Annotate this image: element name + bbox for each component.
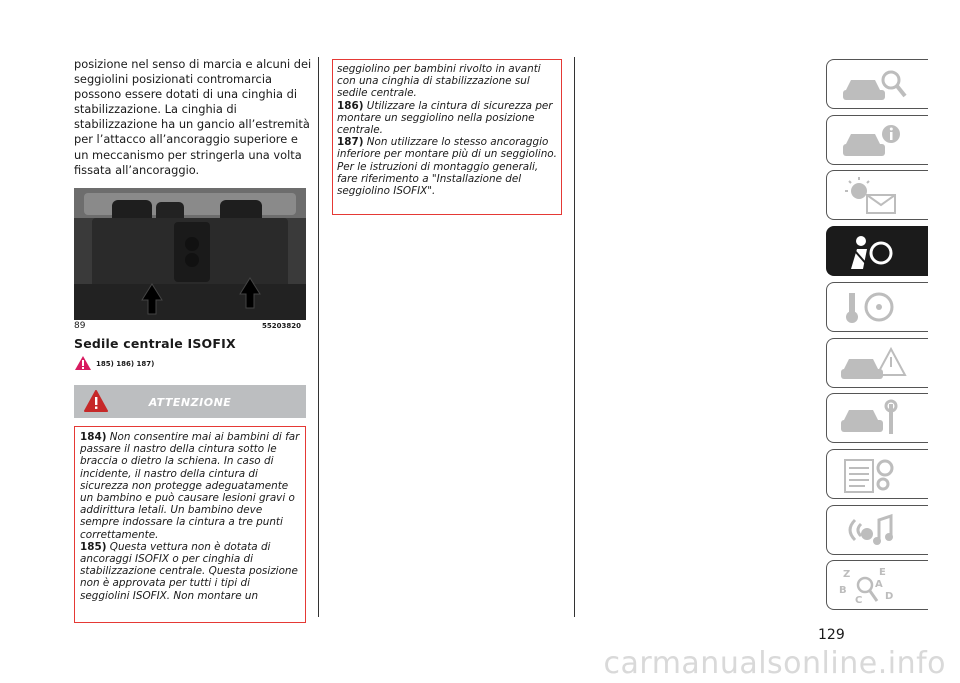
- watermark: carmanualsonline.info: [603, 646, 946, 681]
- attention-label: ATTENZIONE: [148, 396, 232, 409]
- tab-starting-driving[interactable]: [826, 282, 928, 332]
- tab-car-search[interactable]: [826, 59, 928, 109]
- car-info-icon: [835, 120, 915, 162]
- svg-text:Z: Z: [843, 569, 851, 580]
- warning-text: Utilizzare la cintura di sicurezza per montare un seggiolino nella posizione centrale.: [337, 99, 553, 137]
- column-divider: [318, 57, 319, 617]
- warning-box-right: [332, 59, 562, 215]
- warning-text: Non utilizzare lo stesso ancoraggio inferiore per montare più di un seggiolino. Per le istruzioni di montaggio generali, fare riferimento a "Installazione del seggiolino ISOFIX".: [337, 136, 557, 198]
- tab-technical-data[interactable]: [826, 449, 928, 499]
- section-title: Sedile centrale ISOFIX: [74, 336, 236, 351]
- tab-car-info[interactable]: [826, 115, 928, 165]
- warning-number: 186): [337, 99, 364, 112]
- multimedia-icon: [835, 510, 915, 552]
- warning-references: 185) 186) 187): [96, 360, 155, 368]
- tab-emergency[interactable]: [826, 338, 928, 388]
- tab-maintenance[interactable]: [826, 393, 928, 443]
- svg-text:A: A: [875, 579, 883, 590]
- warning-continuation: seggiolino per bambini rivolto in avanti con una cinghia di stabilizzazione sul sedile centrale.: [337, 63, 541, 100]
- warning-number: 185): [80, 540, 107, 553]
- tab-safety[interactable]: [826, 226, 928, 276]
- svg-text:C: C: [855, 595, 863, 606]
- warning-text: Questa vettura non è dotata di ancoraggi ISOFIX o per cinghia di stabilizzazione centrale. Questa posizione non è approvata per tutti i tipi di seggiolini ISOFIX. Non montare un: [80, 540, 298, 602]
- svg-text:E: E: [879, 567, 886, 578]
- page-number: 129: [818, 627, 845, 643]
- technical-data-icon: [835, 454, 915, 496]
- warning-box-left: [74, 426, 306, 623]
- warning-light-message-icon: [835, 175, 915, 217]
- tab-warning-lights[interactable]: [826, 170, 928, 220]
- isofix-seat-photo: [74, 188, 306, 320]
- svg-text:D: D: [885, 591, 894, 602]
- svg-text:B: B: [839, 585, 847, 596]
- tab-multimedia[interactable]: [826, 505, 928, 555]
- tab-index[interactable]: [826, 560, 928, 610]
- airbag-seatbelt-icon: [835, 231, 915, 273]
- warning-number: 187): [337, 136, 364, 149]
- warning-number: 184): [80, 431, 107, 443]
- warning-triangle-icon: [74, 355, 92, 369]
- figure-code: 55203820: [262, 322, 301, 330]
- figure-number: 89: [74, 321, 86, 331]
- car-search-icon: [835, 64, 915, 106]
- column-divider: [574, 57, 575, 617]
- warning-text: Non consentire mai ai bambini di far passare il nastro della cintura sotto le braccia o dietro la schiena. In caso di incidente, il nastro della cintura di sicurezza non protegge adeguatamente un bambino e può causare lesioni gravi o addirittura letali. Un bambino deve sempre indossare la cintura a tre punti correttamente.: [80, 431, 300, 541]
- car-maintenance-icon: [835, 398, 915, 440]
- car-emergency-icon: [835, 343, 915, 385]
- intro-paragraph: posizione nel senso di marcia e alcuni dei seggiolini posizionati contromarcia possono essere dotati di una cinghia di stabilizzazione. La cinghia di stabilizzazione ha un gancio all’estremità per l’attacco all’ancoraggio superiore e un meccanismo per stringerla una volta fissata all’ancoraggio.: [74, 57, 312, 177]
- alphabetical-index-icon: [835, 565, 915, 607]
- key-steering-wheel-icon: [835, 287, 915, 329]
